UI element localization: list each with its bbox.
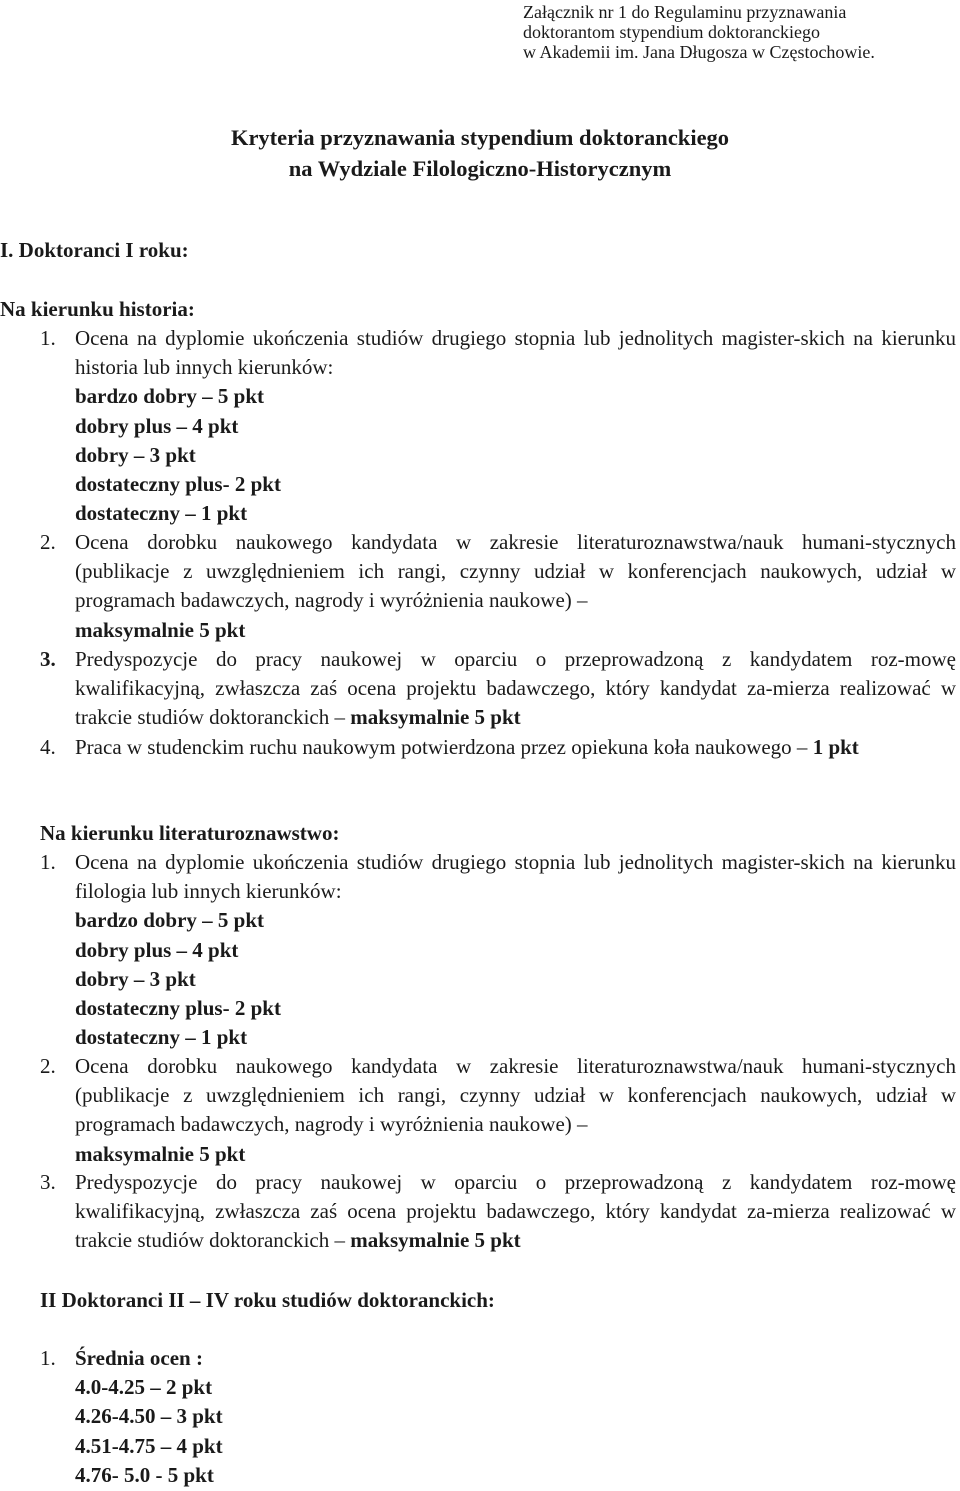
grade-line: dobry – 3 pkt (75, 442, 196, 467)
item-body (75, 324, 956, 528)
annex-note (523, 2, 875, 62)
item-number: 4. (40, 735, 56, 759)
section-2-item-1 (40, 1344, 956, 1490)
item-number: 1. (40, 850, 56, 874)
annex-line-2: doktorantom stypendium doktoranckiego (523, 22, 820, 42)
literature-item-2 (40, 1052, 956, 1169)
item-text: Ocena dorobku naukowego kandydata w zakresie literaturoznawstwa/nauk humani-stycznych (publikacje z uwzględnieniem ich rangi, czynny udział w konferencjach naukowych, udział w programach badawczych, nagrody i wyróżnienia naukowe) – (75, 530, 956, 613)
item-number: 2. (40, 530, 56, 554)
item-body (75, 528, 956, 645)
literature-item-1 (40, 848, 956, 1052)
annex-line-1: Załącznik nr 1 do Regulaminu przyznawania (523, 2, 847, 22)
history-item-2 (40, 528, 956, 645)
grade-line: dobry – 3 pkt (75, 966, 196, 991)
history-item-3 (40, 645, 956, 733)
item-text: Praca w studenckim ruchu naukowym potwierdzona przez opiekuna koła naukowego – (75, 735, 808, 759)
range-line: 4.26-4.50 – 3 pkt (75, 1404, 223, 1429)
item-body (75, 733, 956, 762)
grade-line: dobry plus – 4 pkt (75, 413, 239, 438)
grade-line: dostateczny – 1 pkt (75, 1025, 248, 1050)
grade-line: dostateczny – 1 pkt (75, 501, 248, 526)
literature-heading: Na kierunku literaturoznawstwo: (40, 821, 340, 845)
title-line-1: Kryteria przyznawania stypendium doktoranckiego (230, 125, 730, 150)
item-text: Ocena na dyplomie ukończenia studiów drugiego stopnia lub jednolitych magister-skich na kierunku historia lub innych kierunków: (75, 326, 956, 380)
item-number: 1. (40, 326, 56, 350)
item-points: maksymalnie 5 pkt (75, 617, 246, 642)
annex-line-3: w Akademii im. Jana Długosza w Częstochowie. (523, 42, 875, 62)
literature-item-3 (40, 1168, 956, 1256)
average-label: Średnia ocen : (75, 1346, 203, 1370)
item-body (75, 848, 956, 1052)
item-text: Ocena na dyplomie ukończenia studiów drugiego stopnia lub jednolitych magister-skich na kierunku filologia lub innych kierunków: (75, 850, 956, 904)
range-line: 4.51-4.75 – 4 pkt (75, 1433, 223, 1458)
history-item-1 (40, 324, 956, 528)
item-text: Predyspozycje do pracy naukowej w oparciu o przeprowadzoną z kandydatem roz-mowę kwalifikacyjną, zwłaszcza zaś ocena projektu badawczego, który kandydat za-mierza realizować w trakcie studiów doktoranckich – (75, 647, 956, 730)
item-number: 3. (40, 1170, 56, 1194)
document-title (0, 122, 960, 184)
item-text: Ocena dorobku naukowego kandydata w zakresie literaturoznawstwa/nauk humani-stycznych (publikacje z uwzględnieniem ich rangi, czynny udział w konferencjach naukowych, udział w programach badawczych, nagrody i wyróżnienia naukowe) – (75, 1054, 956, 1137)
item-number: 1. (40, 1346, 56, 1370)
item-number: 3. (40, 647, 56, 671)
item-body (75, 1052, 956, 1169)
item-points: maksymalnie 5 pkt (350, 705, 521, 730)
range-line: 4.76- 5.0 - 5 pkt (75, 1462, 214, 1487)
grade-line: bardzo dobry – 5 pkt (75, 908, 265, 933)
item-body (75, 1168, 956, 1256)
item-points: 1 pkt (812, 735, 859, 759)
title-line-2: na Wydziale Filologiczno-Historycznym (288, 156, 672, 181)
grade-line: dobry plus – 4 pkt (75, 937, 239, 962)
range-line: 4.0-4.25 – 2 pkt (75, 1375, 213, 1400)
section-2-heading: II Doktoranci II – IV roku studiów doktoranckich: (40, 1288, 495, 1312)
item-points: maksymalnie 5 pkt (75, 1141, 246, 1166)
item-text: Predyspozycje do pracy naukowej w oparciu o przeprowadzoną z kandydatem roz-mowę kwalifikacyjną, zwłaszcza zaś ocena projektu badawczego, który kandydat za-mierza realizować w trakcie studiów doktoranckich – (75, 1170, 956, 1253)
item-body (75, 645, 956, 733)
grade-line: dostateczny plus- 2 pkt (75, 472, 281, 497)
history-heading: Na kierunku historia: (0, 297, 195, 321)
section-1-heading: I. Doktoranci I roku: (0, 238, 189, 262)
item-number: 2. (40, 1054, 56, 1078)
item-points: maksymalnie 5 pkt (350, 1228, 521, 1253)
item-body (75, 1344, 956, 1490)
grade-line: dostateczny plus- 2 pkt (75, 996, 281, 1021)
history-item-4 (40, 733, 956, 762)
grade-line: bardzo dobry – 5 pkt (75, 384, 265, 409)
